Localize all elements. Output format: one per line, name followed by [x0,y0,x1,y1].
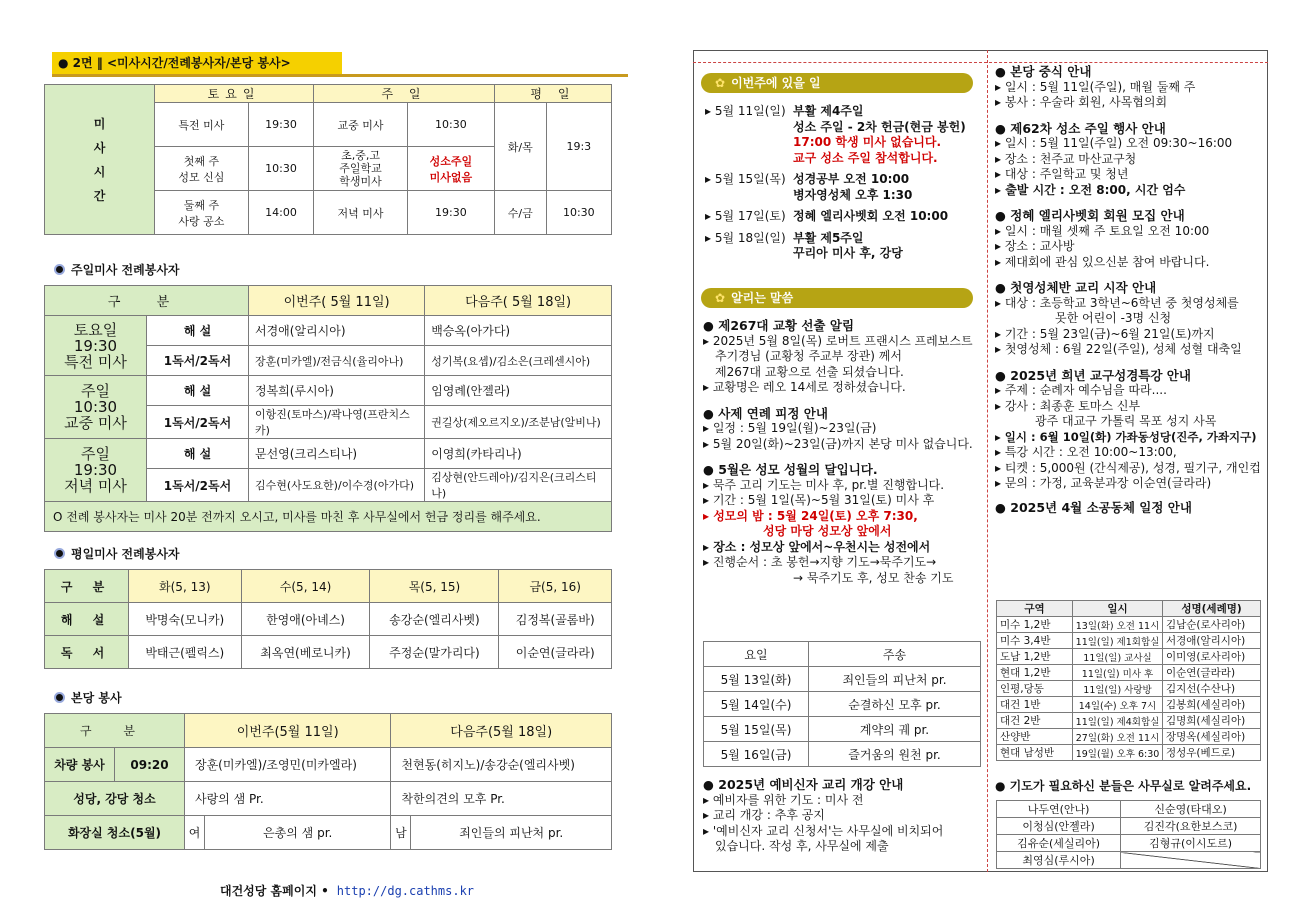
event-line: 17:00 학생 미사 없습니다. [793,135,942,149]
notices-column [703,318,985,586]
district: 현대 1,2반 [997,665,1073,681]
role-label: 1독서/2독서 [147,406,249,439]
server-name: 장훈(미카엘)/전금식(율리아나) [249,346,425,376]
notice-line: ▸ 진행순서 : 초 봉헌→지향 기도→묵주기도→ [703,555,937,569]
col-datetime: 일시 [1073,601,1163,617]
server-name: 정복희(루시아) [249,376,425,406]
mass-time: 10:30 [407,103,494,147]
weekday-servers-title: 평일미사 전례봉사자 [54,545,180,562]
col-weekday: 평 일 [494,85,611,103]
rosary-leader: 즐거움의 원천 pr. [809,742,981,767]
server-name: 한영애(아녜스) [241,603,370,636]
district: 산양반 [997,729,1073,745]
gender-label: 남 [391,816,411,850]
notice-line: ▸ 일시 : 5월 11일(주일) 오전 09:30~16:00 [995,136,1233,150]
weekday-servers-table [44,569,612,669]
server-name: 이항진(토마스)/곽나영(프란치스카) [249,406,425,439]
flower-icon: ✿ [715,291,726,305]
service-label: 성당, 강당 청소 [45,782,185,816]
col-division: 구 분 [45,286,249,316]
notice-line: 성당 마당 성모상 앞에서 [763,524,892,538]
prayer-name: 이청심(안젤라) [997,818,1121,835]
rosary-day: 5월 15일(목) [704,717,809,742]
rosary-day: 5월 14일(수) [704,692,809,717]
notice-line: ▸ 티켓 : 5,000원 (간식제공), 성경, 필기구, 개인컵 [995,460,1261,475]
notice-title: ● 2025년 희년 교구성경특강 안내 [995,367,1191,383]
datetime: 13일(화) 오전 11시 [1073,617,1163,633]
notice-line: 광주 대교구 가톨릭 목포 성지 사목 [1035,414,1217,428]
event-line: 병자영성체 오후 1:30 [793,187,913,202]
homepage-link[interactable]: http://dg.cathms.kr [336,884,475,898]
notice-title: ● 첫영성체반 교리 시작 안내 [995,280,1157,295]
mass-group-label: 주일 19:30 저녁 미사 [45,439,147,502]
col-day: 금(5, 16) [499,570,612,603]
service-time: 09:20 [115,748,185,782]
host-name: 김봉희(세실리아) [1163,697,1261,713]
notice-line: ▸ 첫영성체 : 6월 22일(주일), 성체 성혈 대축일 [995,342,1242,356]
notice-line: ▸ 일시 : 매월 셋째 주 토요일 오전 10:00 [995,223,1210,238]
datetime: 11일(일) 제1회합실 [1073,633,1163,649]
event-item: ▸ 5월 15일(목) 성경공부 오전 10:00 [705,172,910,186]
rosary-leader: 순결하신 모후 pr. [809,692,981,717]
mass-time: 19:30 [407,191,494,235]
column-divider [987,50,988,872]
host-name: 김남순(로사리아) [1163,617,1261,633]
prayer-name: 나두연(안나) [997,801,1121,818]
role-label: 독 서 [45,636,129,669]
notices-column-2 [995,64,1265,515]
server-name: 송강순(엘리사벳) [370,603,499,636]
event-line: 꾸리아 미사 후, 강당 [793,246,903,260]
notice-line: ▸ 묵주 고리 기도는 미사 후, pr.별 진행합니다. [703,477,945,492]
col-sunday: 주 일 [314,85,495,103]
role-label: 해 설 [147,439,249,469]
notice-title: ● 2025년 4월 소공동체 일정 안내 [995,499,1192,515]
notice-line: ▸ 장소 : 교사방 [995,239,1075,253]
notice-title: ● 제267대 교황 선출 알림 [703,318,855,333]
mass-group-label: 토요일 19:30 특전 미사 [45,316,147,376]
notice-line: ▸ 대상 : 초등학교 3학년~6학년 중 첫영성체를 [995,295,1239,310]
host-name: 김지선(수산나) [1163,681,1261,697]
datetime: 11일(일) 제4회합실 [1073,713,1163,729]
server-name: 착한의견의 모후 Pr. [391,782,612,816]
event-line: 교구 성소 주일 참석합니다. [793,150,938,165]
server-name: 김수현(사도요한)/이수경(아가다) [249,469,425,502]
notice-line: → 묵주기도 후, 성모 찬송 기도 [793,570,954,585]
prayer-name: 김형규(이시도르) [1121,835,1261,852]
datetime: 27일(화) 오전 11시 [1073,729,1163,745]
role-label: 1독서/2독서 [147,469,249,502]
col-day: 목(5, 15) [370,570,499,603]
notice-line: ▸ 강사 : 최종훈 토마스 신부 [995,398,1141,413]
mass-name: 둘째 주 사랑 공소 [155,191,249,235]
event-item: ▸ 5월 17일(토) 정혜 엘리사벳회 오전 10:00 [705,209,949,223]
server-name: 권길상(제오르지오)/조분남(알비나) [425,406,612,439]
district: 도남 1,2반 [997,649,1073,665]
mass-note: 성소주일 미사없음 [407,147,494,191]
notice-line: ▸ 일시 : 5월 11일(주일), 매월 둘째 주 [995,79,1196,94]
col-district: 구역 [997,601,1073,617]
mass-group-label: 주일 10:30 교중 미사 [45,376,147,439]
notice-title: ● 2025년 예비신자 교리 개강 안내 [703,777,904,792]
event-item: ▸ 5월 18일(일) 부활 제5주일 [705,230,864,245]
bullet-icon [54,692,65,703]
notice-line: ▸ 성모의 밤 : 5월 24일(토) 오후 7:30, [703,508,918,523]
notice-title: ● 5월은 성모 성월의 달입니다. [703,462,878,477]
this-week-pill: ✿ 이번주에 있을 일 [701,73,973,93]
role-label: 1독서/2독서 [147,346,249,376]
mass-times-side-label: 미 사 시 간 [45,85,155,235]
parish-service-title: 본당 봉사 [54,689,122,706]
col-day: 화(5, 13) [129,570,242,603]
weekday-days: 화/목 [494,103,546,191]
mass-name: 교중 미사 [314,103,408,147]
small-community-table [996,600,1261,761]
role-label: 해 설 [45,603,129,636]
notice-line: ▸ 교리 개강 : 추후 공지 [703,808,825,822]
district: 현대 남성반 [997,745,1073,761]
sunday-servers-table [44,285,612,532]
notice-pill: ✿ 알리는 말씀 [701,288,973,308]
server-name: 은총의 샘 pr. [205,816,391,850]
empty-cell [1121,852,1261,869]
prayer-request-table [996,800,1261,869]
server-name: 천현동(히지노)/송강순(엘리사벳) [391,748,612,782]
server-name: 임영례(안젤라) [425,376,612,406]
rosary-leader: 죄인들의 피난처 pr. [809,667,981,692]
district: 대건 1반 [997,697,1073,713]
col-next-week: 다음주(5월 18일) [391,714,612,748]
server-name: 김상현(안드레아)/김지은(크리스티나) [425,469,612,502]
mass-time: 14:00 [248,191,313,235]
notice-title: ● 본당 중식 안내 [995,64,1092,79]
weekday-days: 수/금 [494,191,546,235]
server-name: 주정순(말가리다) [370,636,499,669]
host-name: 이미영(로사리아) [1163,649,1261,665]
flower-icon: ✿ [715,76,726,90]
col-this-week: 이번주(5월 11일) [185,714,391,748]
role-label: 해 설 [147,316,249,346]
notice-line: ▸ 대상 : 주일학교 및 청년 [995,167,1129,181]
bullet-icon [54,548,65,559]
server-name: 장훈(미카엘)/조영민(미카엘라) [185,748,391,782]
notice-line: ▸ 교황명은 레오 14세로 정하셨습니다. [703,380,906,394]
homepage-footer: 대건성당 홈페이지 • http://dg.cathms.kr [220,884,475,898]
district: 인평,당동 [997,681,1073,697]
prayer-request-title: ● 기도가 필요하신 분들은 사무실로 알려주세요. [995,779,1252,793]
host-name: 이순연(글라라) [1163,665,1261,681]
mass-name: 첫째 주 성모 신심 [155,147,249,191]
col-day: 수(5, 14) [241,570,370,603]
rosary-day: 5월 16일(금) [704,742,809,767]
prayer-name: 김진각(요한보스코) [1121,818,1261,835]
col-division: 구 분 [45,570,129,603]
notice-line: 있습니다. 작성 후, 사무실에 제출 [715,839,889,853]
rosary-day: 5월 13일(화) [704,667,809,692]
notice-line: ▸ 2025년 5월 8일(목) 로버트 프랜시스 프레보스트 [703,333,973,348]
datetime: 11일(일) 사랑방 [1073,681,1163,697]
datetime: 19일(월) 오후 6:30 [1073,745,1163,761]
notice-line: ▸ 일시 : 6월 10일(화) 가좌동성당(진주, 가좌지구) [995,429,1257,444]
col-next-week: 다음주( 5월 18일) [425,286,612,316]
parish-service-table [44,713,612,850]
page-section-header: ● 2면 ‖ <미사시간/전례봉사자/본당 봉사> [52,52,342,74]
notice-line: ▸ 특강 시간 : 오전 10:00~13:00, [995,445,1177,459]
bullet-icon [54,264,65,275]
mass-time: 10:30 [248,147,313,191]
server-name: 죄인들의 피난처 pr. [411,816,612,850]
rosary-schedule-table [703,641,981,767]
host-name: 김명희(세실리아) [1163,713,1261,729]
server-name: 백승옥(아가다) [425,316,612,346]
datetime: 11일(일) 교사실 [1073,649,1163,665]
datetime: 14일(수) 오후 7시 [1073,697,1163,713]
notice-line: 추기경님 (교황청 주교부 장관) 께서 [715,349,902,363]
district: 미수 1,2반 [997,617,1073,633]
service-label: 차량 봉사 [45,748,115,782]
catechumen-notice [703,777,985,855]
gender-label: 여 [185,816,205,850]
server-name: 최옥연(베로니카) [241,636,370,669]
server-name: 서경애(알리시아) [249,316,425,346]
role-label: 해 설 [147,376,249,406]
server-name: 성기복(요셉)/김소은(크레센시아) [425,346,612,376]
prayer-name: 신순영(타대오) [1121,801,1261,818]
col-this-week: 이번주( 5월 11일) [249,286,425,316]
host-name: 장명옥(세실리아) [1163,729,1261,745]
notice-line: ▸ 문의 : 가정, 교육분과장 이순연(글라라) [995,476,1212,490]
notice-line: ▸ 일정 : 5월 19일(월)~23일(금) [703,421,877,435]
notice-line: 못한 어린이 -3명 신청 [1055,311,1172,325]
notice-line: ▸ 기간 : 5월 1일(목)~5월 31일(토) 미사 후 [703,493,935,507]
district: 미수 3,4반 [997,633,1073,649]
mass-times-table [44,84,612,235]
servers-notice: O 전례 봉사자는 미사 20분 전까지 오시고, 미사를 마친 후 사무실에서 헌금 정리를 해주세요. [45,502,612,532]
server-name: 사랑의 샘 Pr. [185,782,391,816]
datetime: 11일(일) 미사 후 [1073,665,1163,681]
notice-line: ▸ 장소 : 천주교 마산교구청 [995,151,1137,166]
server-name: 이영희(카타리나) [425,439,612,469]
service-label: 화장실 청소(5월) [45,816,185,850]
weekday-time: 10:30 [546,191,611,235]
col-saturday: 토요일 [155,85,314,103]
notice-line: ▸ 봉사 : 우술라 회원, 사목협의회 [995,95,1168,109]
col-division: 구 분 [45,714,185,748]
notice-line: ▸ 제대회에 관심 있으신분 참여 바랍니다. [995,254,1210,269]
server-name: 이순연(글라라) [499,636,612,669]
sunday-servers-title: 주일미사 전례봉사자 [54,261,180,278]
mass-name: 특전 미사 [155,103,249,147]
notice-line: ▸ 예비자를 위한 기도 : 미사 전 [703,792,864,807]
notice-title: ● 사제 연례 피정 안내 [703,405,828,421]
server-name: 박명숙(모니카) [129,603,242,636]
event-item: ▸ 5월 11일(일) 부활 제4주일 [705,104,864,118]
notice-line: ▸ 5월 20일(화)~23일(금)까지 본당 미사 없습니다. [703,436,973,451]
notice-line: ▸ 출발 시간 : 오전 8:00, 시간 엄수 [995,182,1186,197]
right-page-top-rule [693,62,1268,63]
notice-title: ● 정혜 엘리사벳회 회원 모집 안내 [995,208,1185,223]
prayer-name: 최영심(루시아) [997,852,1121,869]
mass-name: 초,중,고 주일학교 학생미사 [314,147,408,191]
host-name: 서경애(알리시아) [1163,633,1261,649]
event-line: 성소 주일 - 2차 헌금(현금 봉헌) [793,119,966,134]
district: 대건 2반 [997,713,1073,729]
server-name: 박태근(펠릭스) [129,636,242,669]
col-name: 성명(세례명) [1163,601,1261,617]
header-rule [52,74,628,77]
notice-line: ▸ 기간 : 5월 23일(금)~6월 21일(토)까지 [995,326,1215,341]
mass-name: 저녁 미사 [314,191,408,235]
weekday-time: 19:3 [546,103,611,191]
col-weekday: 요일 [704,642,809,667]
mass-time: 19:30 [248,103,313,147]
prayer-name: 김유순(세실리아) [997,835,1121,852]
notice-title: ● 제62차 성소 주일 행사 안내 [995,120,1166,136]
notice-line: ▸ 주제 : 순례자 예수님을 따라.... [995,383,1167,397]
notice-line: ▸ 장소 : 성모상 앞에서~우천시는 성전에서 [703,539,931,554]
notice-line: ▸ '예비신자 교리 신청서'는 사무실에 비치되어 [703,823,944,838]
notice-line: 제267대 교황으로 선출 되셨습니다. [715,364,904,379]
col-leader: 주송 [809,642,981,667]
rosary-leader: 계약의 궤 pr. [809,717,981,742]
this-week-events [705,104,980,262]
server-name: 문선영(크리스티나) [249,439,425,469]
host-name: 정성우(베드로) [1163,745,1261,761]
server-name: 김정복(골롬바) [499,603,612,636]
